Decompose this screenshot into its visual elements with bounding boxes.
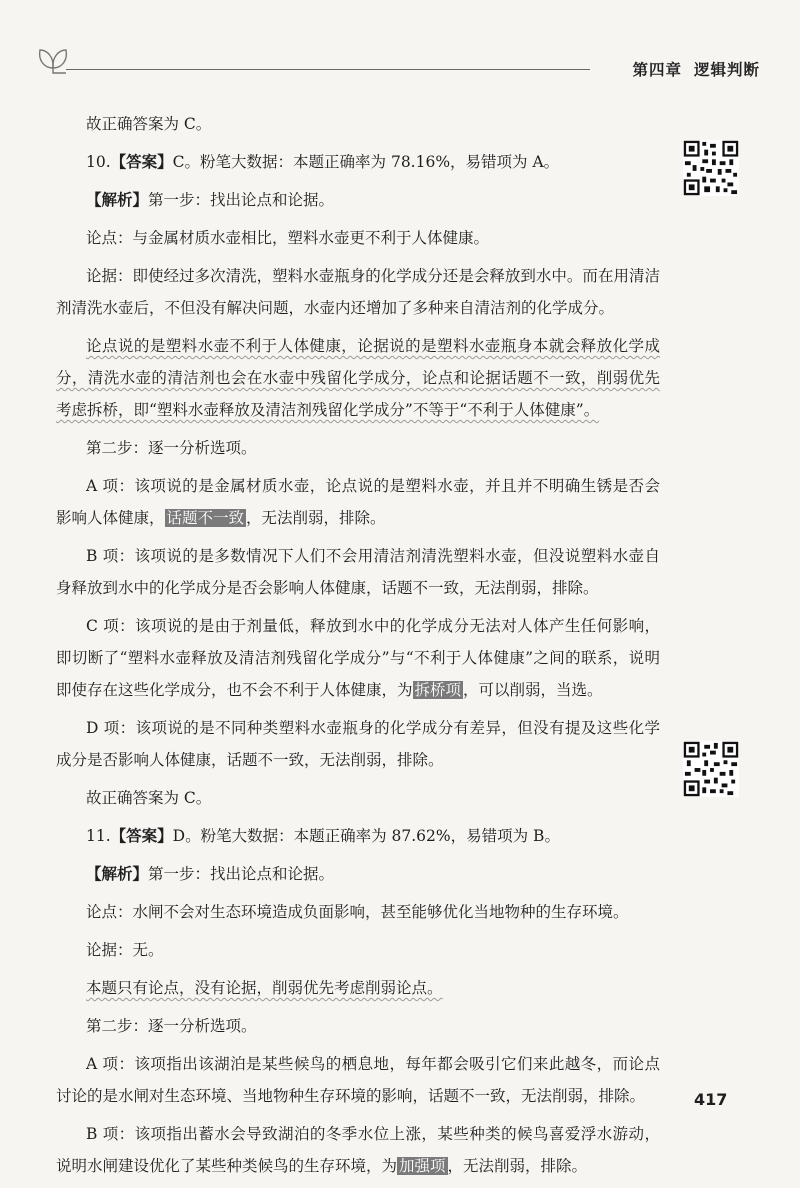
qr-code-graphic-1: [683, 140, 739, 196]
analysis-label: 【解析】: [86, 190, 149, 209]
paragraph-text: B 项：该项说的是多数情况下人们不会用清洁剂清洗塑料水壶，但没说塑料水壶自身释放到水中的化学成分是否会影响人体健康，话题不一致，无法削弱，排除。: [56, 547, 660, 597]
paragraph-text: ，可以削弱，当选。: [463, 681, 603, 699]
page-number: 417: [694, 1090, 728, 1109]
answer-11: [56, 820, 660, 852]
paragraph-text: B 项：该项指出蓄水会导致湖泊的冬季水位上涨，某些种类的候鸟喜爱浮水游动，说明水闸建设优化了某些种类候鸟的生存环境，为: [56, 1125, 660, 1175]
option-c-10: [56, 610, 660, 706]
paragraph-text: 第二步：逐一分析选项。: [86, 1017, 257, 1035]
wavy-underlined-text: 本题只有论点，没有论据，削弱优先考虑削弱论点。: [86, 979, 443, 997]
paragraph-conclusion-9: [56, 108, 660, 140]
qr-code-icon[interactable]: [683, 741, 739, 797]
paragraph-claim-11: [56, 896, 660, 928]
leaf-logo-icon: [36, 46, 70, 74]
chapter-heading: [620, 58, 760, 80]
paragraph-claim: [56, 222, 660, 254]
paragraph-text: ，无法削弱，排除。: [246, 509, 386, 527]
answer-label: 【答案】: [110, 826, 173, 845]
question-number: 11.: [86, 827, 111, 845]
paragraph-evidence: [56, 260, 660, 324]
option-b-11: [56, 1118, 660, 1182]
paragraph-reasoning: [56, 330, 660, 426]
paragraph-text: D 项：该项说的是不同种类塑料水壶瓶身的化学成分有差异，但没有提及这些化学成分是否影响人体健康，话题不一致，无法削弱，排除。: [56, 719, 660, 769]
paragraph-text: C。粉笔大数据：本题正确率为 78.16%，易错项为 A。: [172, 153, 560, 171]
paragraph-text: A 项：该项指出该湖泊是某些候鸟的栖息地，每年都会吸引它们来此越冬，而论点讨论的是水闸对生态环境、当地物种生存环境的影响，话题不一致，无法削弱，排除。: [56, 1055, 660, 1105]
analysis-label: 【解析】: [86, 864, 149, 883]
qr-code-graphic-2: [683, 741, 739, 797]
paragraph-text: D。粉笔大数据：本题正确率为 87.62%，易错项为 B。: [172, 827, 560, 845]
option-a-11: [56, 1048, 660, 1112]
paragraph-text: ，无法削弱，排除。: [447, 1157, 588, 1175]
paragraph-text: 论据：无。: [86, 941, 164, 959]
paragraph-text: C 项：该项说的是由于剂量低，释放到水中的化学成分无法对人体产生任何影响，即切断了“塑料水壶释放及清洁剂残留化学成分”与“不利于人体健康”之间的联系，说明即使存在这些化学成分，也不会不利于人体健康，为: [56, 617, 660, 699]
paragraph-text: 故正确答案为 C。: [86, 789, 212, 807]
paragraph-step-two-11: [56, 1010, 660, 1042]
paragraph-text: 论点：与金属材质水壶相比，塑料水壶更不利于人体健康。: [86, 229, 490, 247]
answer-label: 【答案】: [110, 152, 173, 171]
paragraph-text: 论点：水闸不会对生态环境造成负面影响，甚至能够优化当地物种的生存环境。: [86, 903, 629, 921]
highlight-tag: 加强项: [399, 1157, 446, 1175]
option-b-10: [56, 540, 660, 604]
paragraph-conclusion-10: [56, 782, 660, 814]
header-rule: [66, 69, 590, 70]
highlight-tag: 拆桥项: [414, 681, 462, 699]
paragraph-text: 第二步：逐一分析选项。: [86, 439, 257, 457]
option-d-10: [56, 712, 660, 776]
analysis-11: [56, 858, 660, 890]
paragraph-text: 第一步：找出论点和论据。: [148, 191, 335, 209]
analysis-10: [56, 184, 660, 216]
paragraph-text: A 项：该项说的是金属材质水壶，论点说的是塑料水壶，并且并不明确生锈是否会影响人体健康，: [56, 477, 660, 527]
qr-code-icon[interactable]: [683, 140, 739, 196]
option-a-10: [56, 470, 660, 534]
paragraph-text: 论据：即使经过多次清洗，塑料水壶瓶身的化学成分还是会释放到水中。而在用清洁剂清洗水壶后，不但没有解决问题，水壶内还增加了多种来自清洁剂的化学成分。: [56, 267, 660, 317]
paragraph-step-two: [56, 432, 660, 464]
question-number: 10.: [86, 153, 111, 171]
page-header: [0, 0, 800, 100]
paragraph-reasoning-11: [56, 972, 660, 1004]
highlight-tag: 话题不一致: [166, 509, 245, 527]
paragraph-evidence-11: [56, 934, 660, 966]
wavy-underlined-text: 论点说的是塑料水壶不利于人体健康，论据说的是塑料水壶瓶身本就会释放化学成分，清洗水壶的清洁剂也会在水壶中残留化学成分，论点和论据话题不一致，削弱优先考虑拆桥，即“塑料水壶释放及清洁剂残留化学成分”不等于“不利于人体健康”。: [56, 337, 660, 419]
answer-10: [56, 146, 660, 178]
paragraph-text: 故正确答案为 C。: [86, 115, 212, 133]
chapter-title: 逻辑判断: [693, 61, 760, 79]
paragraph-text: 第一步：找出论点和论据。: [148, 865, 335, 883]
chapter-number: 第四章: [632, 61, 682, 79]
page-content: [56, 108, 660, 1188]
